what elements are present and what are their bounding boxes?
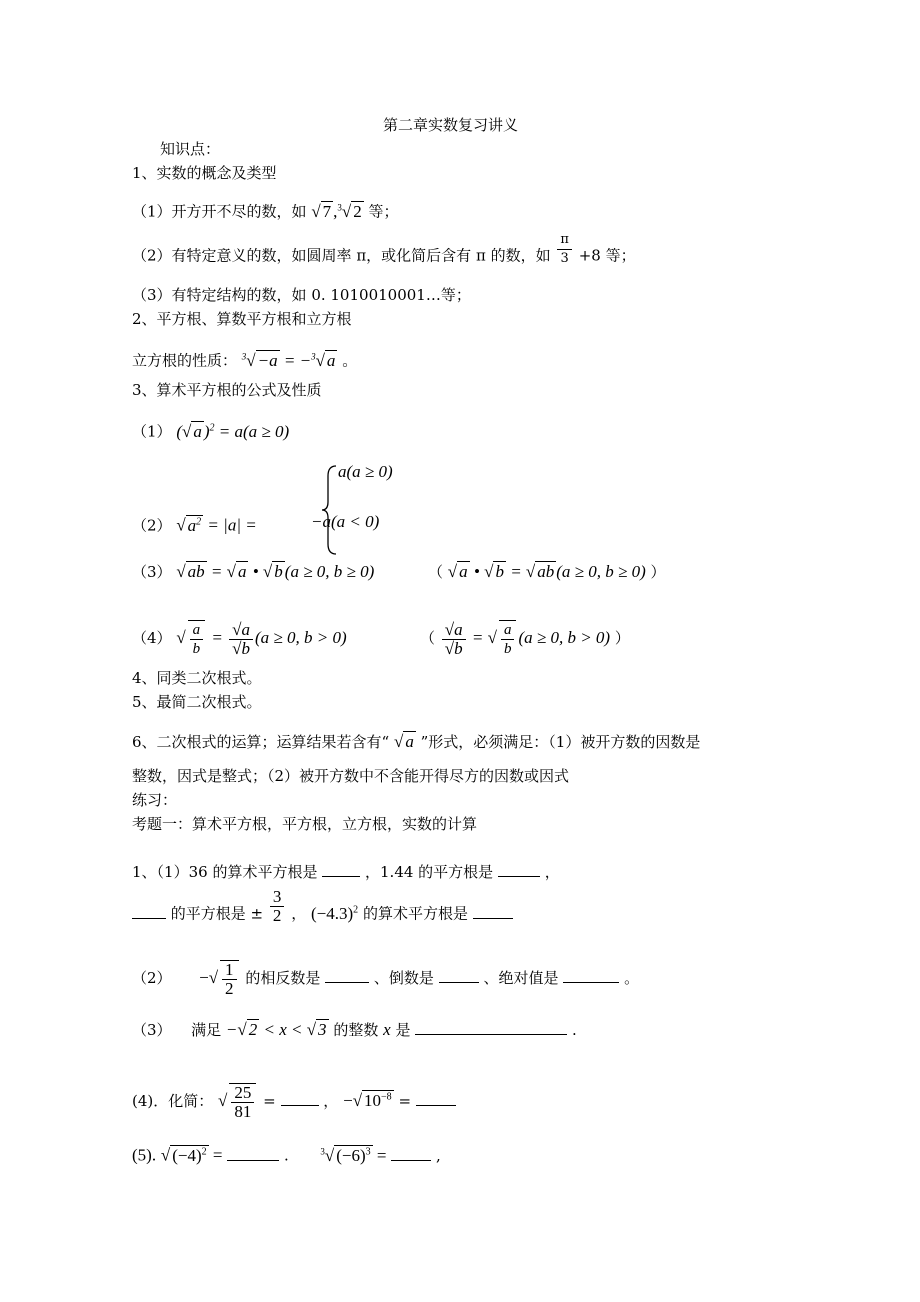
- q1-b-comma: ，: [291, 904, 307, 923]
- section-3-heading: 3、算术平方根的公式及性质: [132, 381, 322, 399]
- q2-t3: 、绝对值是: [483, 968, 559, 987]
- formula-2-expr: √ $a^2 = |a|$ =: [176, 515, 257, 535]
- pi-numerator: π: [557, 231, 572, 250]
- section-6-line-1-pre: 6、二次根式的运算；运算结果若含有“: [132, 733, 390, 751]
- q1-a-mid: ，1.44 的平方根是: [365, 863, 494, 881]
- question-5: [132, 1141, 441, 1166]
- formula-1-label: （1）: [132, 422, 172, 441]
- answer-blank[interactable]: [439, 968, 479, 983]
- formula-1-expr: (√ a )$^2$ = a(a ≥ 0): [176, 421, 290, 441]
- formula-4-label: （4）: [132, 628, 172, 647]
- q3-t2: 的整数: [333, 1021, 379, 1039]
- question-3: [132, 1020, 577, 1040]
- formula-4: [132, 620, 347, 658]
- q5-label: (5).: [132, 1145, 157, 1165]
- formula-4-expr: √ $\frac{a}{b}$ = $\frac{√a}{√b}$: [176, 628, 255, 647]
- cube-root-property-end: 。: [342, 351, 358, 370]
- pi-over-3-fraction: [557, 231, 572, 268]
- answer-blank[interactable]: [132, 904, 166, 919]
- sqrt7-cbrt2-formula: √ 7 ,$^3$√ 2: [311, 201, 362, 221]
- q2-label: （2）: [132, 968, 172, 987]
- q4-sep: ，: [323, 1091, 339, 1110]
- q4-num: 25: [231, 1084, 254, 1103]
- formula-3-reverse-close: ）: [650, 563, 666, 581]
- answer-blank[interactable]: [498, 862, 540, 877]
- q1-b-post: 的算术平方根是: [362, 904, 468, 923]
- question-1-line-2: [132, 887, 513, 926]
- pi-denominator: 3: [560, 251, 569, 266]
- question-2: [132, 960, 639, 998]
- q2-t2: 、倒数是: [373, 968, 434, 987]
- three-halves-fraction: [270, 888, 285, 925]
- q2-t1: 的相反数是: [245, 968, 321, 987]
- q4-eq: =: [263, 1091, 276, 1110]
- formula-2-case-2: −a(a < 0): [311, 512, 380, 531]
- q1-b-mid: 的平方根是 ±: [170, 904, 264, 923]
- formula-4-reverse-open: （: [420, 628, 436, 647]
- answer-blank[interactable]: [563, 968, 619, 983]
- topic-1-heading: 考题一：算术平方根，平方根，立方根，实数的计算: [132, 815, 478, 833]
- q1-expr-base: (−4.3): [310, 903, 354, 923]
- q3-label: （3）: [132, 1021, 172, 1039]
- answer-blank[interactable]: [391, 1146, 431, 1161]
- q4-neg: −: [343, 1090, 353, 1110]
- s1-item-1-text: （1）开方开不尽的数，如: [132, 202, 307, 221]
- q1-expr: $(-4.3)^2$: [310, 903, 359, 923]
- answer-blank[interactable]: [415, 1020, 567, 1035]
- practice-label: 练习：: [132, 791, 178, 809]
- formula-2-label: （2）: [132, 516, 172, 535]
- cube-root-property-label: 立方根的性质：: [132, 351, 238, 370]
- q1-fraction-den: 2: [272, 906, 282, 926]
- section-1-heading: 1、实数的概念及类型: [132, 164, 277, 182]
- q3-end: .: [572, 1021, 577, 1039]
- q5-expr-2: $^3$√ $(-6)^3$ =: [320, 1145, 387, 1165]
- s1-item-2-end: +8 等；: [578, 246, 636, 265]
- q4-den: 81: [234, 1102, 252, 1121]
- formula-3-reverse: [428, 562, 666, 582]
- q3-t1: 满足: [191, 1021, 222, 1039]
- formula-4-cond: (a ≥ 0, b > 0): [255, 627, 347, 647]
- formula-3: [132, 562, 374, 582]
- q1-a-pre: 1、（1）36 的算术平方根是: [132, 863, 318, 881]
- section-6-line-1-post: ”形式，必须满足：（1）被开方数的因数是: [420, 733, 701, 751]
- q1-fraction-num: 3: [270, 888, 285, 907]
- section-5: 5、最简二次根式。: [132, 693, 262, 711]
- formula-1: [132, 418, 289, 442]
- q4-expr-1: √ $\frac{25}{81}$: [218, 1091, 258, 1110]
- q3-t3: 是: [395, 1021, 411, 1039]
- formula-4-reverse-expr: $\frac{√a}{√b}$ = √ $\frac{a}{b}$ (a ≥ 0, b > 0): [440, 628, 610, 647]
- q4-expr-2: −√ $10^{-8}$: [343, 1090, 392, 1110]
- cube-root-property: [132, 346, 357, 371]
- section-2-heading: 2、平方根、算数平方根和立方根: [132, 310, 352, 328]
- section-6-line-1: [132, 732, 700, 752]
- question-1-line-1: [132, 862, 560, 882]
- answer-blank[interactable]: [325, 968, 369, 983]
- formula-3-reverse-open: （: [428, 563, 444, 581]
- answer-blank[interactable]: [322, 862, 360, 877]
- formula-4-reverse: [420, 620, 630, 658]
- formula-3-reverse-expr: √ a • √ b = √ ab (a ≥ 0, b ≥ 0): [447, 562, 646, 581]
- q4-exp: −8: [381, 1091, 392, 1103]
- q2-den: 2: [225, 979, 234, 998]
- formula-3-label: （3）: [132, 563, 172, 581]
- q5-sep: .: [284, 1146, 289, 1165]
- s1-item-1: [132, 197, 399, 222]
- s1-item-2-text: （2）有特定意义的数，如圆周率 π，或化简后含有 π 的数，如: [132, 246, 551, 265]
- answer-blank[interactable]: [227, 1146, 279, 1161]
- answer-blank[interactable]: [281, 1091, 319, 1106]
- q2-end: 。: [624, 968, 640, 987]
- section-6-line-2: 整数，因式是整式；（2）被开方数中不含能开得尽方的因数或因式: [132, 767, 570, 785]
- q4-eq-2: =: [398, 1091, 412, 1110]
- q4-rad: 10: [364, 1090, 382, 1110]
- q2-expr: −√ $\frac{1}{2}$: [199, 968, 240, 987]
- s1-item-1-end: 等；: [368, 202, 399, 221]
- formula-4-reverse-close: ）: [614, 628, 630, 647]
- s1-item-3: （3）有特定结构的数，如 0. 1010010001…等；: [132, 286, 471, 304]
- formula-3-cond: (a ≥ 0, b ≥ 0): [284, 562, 375, 581]
- q5-expr-1: √ $(-4)^2$ =: [160, 1145, 223, 1165]
- q3-inequality: −√ 2 < x < √ 3: [225, 1020, 327, 1039]
- formula-3-lhs: √ ab = √ a • √ b: [176, 562, 283, 581]
- q5-end: ,: [436, 1146, 441, 1165]
- q1-a-end: ，: [544, 863, 560, 881]
- answer-blank[interactable]: [473, 904, 513, 919]
- q3-var: x: [383, 1020, 391, 1039]
- question-4: [132, 1083, 456, 1121]
- section-4: 4、同类二次根式。: [132, 669, 262, 687]
- cube-root-property-formula: $^3$√ −a = −$^3$√ a: [241, 350, 336, 370]
- q2-num: 1: [222, 961, 237, 980]
- q2-neg: −: [199, 967, 209, 987]
- sqrt-a-symbol: √ a: [394, 732, 414, 751]
- page-title: 第二章实数复习讲义: [383, 116, 519, 134]
- formula-2-case-1: a(a ≥ 0): [338, 462, 393, 481]
- knowledge-label: 知识点：: [160, 140, 221, 158]
- formula-2: [132, 512, 257, 536]
- s1-item-2: [132, 232, 636, 268]
- answer-blank[interactable]: [416, 1091, 456, 1106]
- q4-label: (4)．化简：: [132, 1091, 214, 1110]
